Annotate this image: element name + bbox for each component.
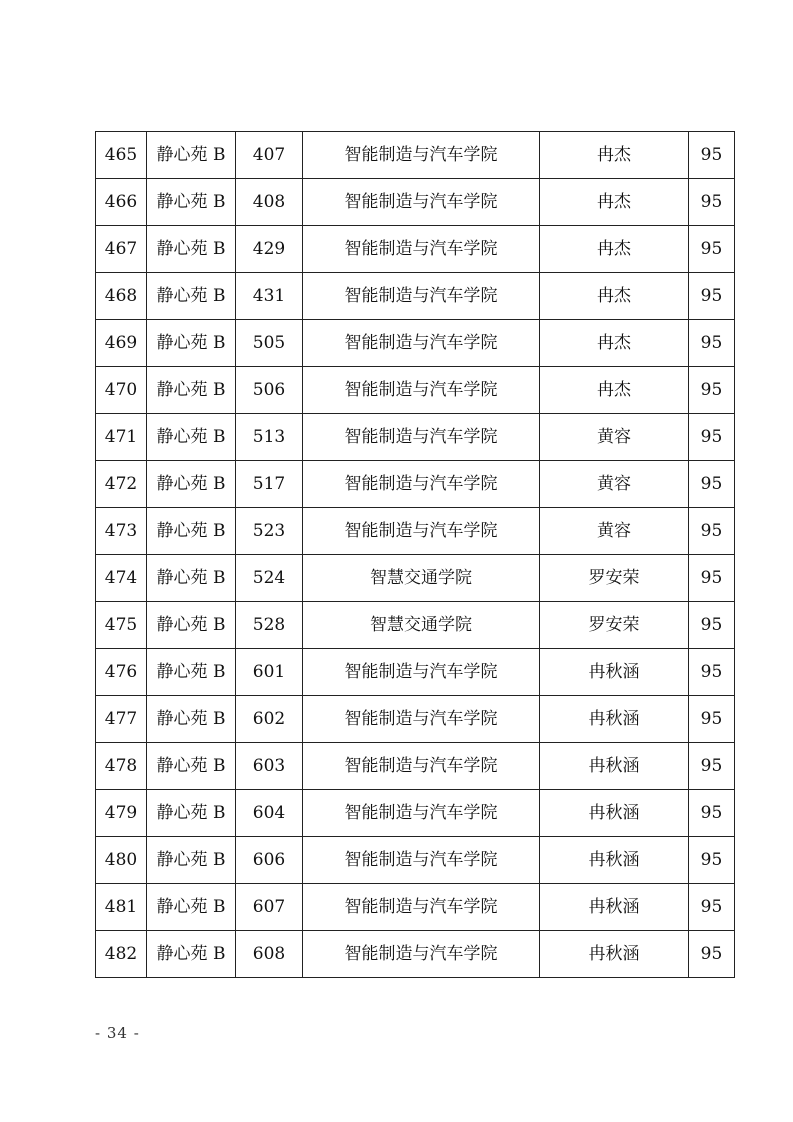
table-row bbox=[96, 273, 735, 320]
building-cell: 静心苑 B bbox=[147, 649, 236, 696]
room-number-cell: 606 bbox=[236, 837, 303, 884]
serial-number-cell: 475 bbox=[96, 602, 147, 649]
counselor-cell: 黄容 bbox=[540, 508, 689, 555]
score-cell: 95 bbox=[689, 931, 735, 978]
counselor-cell: 黄容 bbox=[540, 461, 689, 508]
score-cell: 95 bbox=[689, 273, 735, 320]
score-cell: 95 bbox=[689, 367, 735, 414]
score-cell: 95 bbox=[689, 837, 735, 884]
room-number-cell: 523 bbox=[236, 508, 303, 555]
counselor-cell: 冉杰 bbox=[540, 367, 689, 414]
counselor-cell: 冉杰 bbox=[540, 179, 689, 226]
serial-number-cell: 465 bbox=[96, 132, 147, 179]
score-cell: 95 bbox=[689, 508, 735, 555]
room-number-cell: 407 bbox=[236, 132, 303, 179]
college-cell: 智能制造与汽车学院 bbox=[303, 179, 540, 226]
building-cell: 静心苑 B bbox=[147, 273, 236, 320]
college-cell: 智能制造与汽车学院 bbox=[303, 367, 540, 414]
counselor-cell: 冉秋涵 bbox=[540, 837, 689, 884]
score-cell: 95 bbox=[689, 696, 735, 743]
building-cell: 静心苑 B bbox=[147, 790, 236, 837]
counselor-cell: 冉杰 bbox=[540, 320, 689, 367]
room-number-cell: 429 bbox=[236, 226, 303, 273]
table-row bbox=[96, 179, 735, 226]
college-cell: 智能制造与汽车学院 bbox=[303, 320, 540, 367]
table-row bbox=[96, 743, 735, 790]
college-cell: 智能制造与汽车学院 bbox=[303, 414, 540, 461]
room-number-cell: 607 bbox=[236, 884, 303, 931]
building-cell: 静心苑 B bbox=[147, 367, 236, 414]
counselor-cell: 冉秋涵 bbox=[540, 649, 689, 696]
counselor-cell: 冉杰 bbox=[540, 273, 689, 320]
serial-number-cell: 467 bbox=[96, 226, 147, 273]
score-cell: 95 bbox=[689, 602, 735, 649]
serial-number-cell: 471 bbox=[96, 414, 147, 461]
college-cell: 智能制造与汽车学院 bbox=[303, 649, 540, 696]
college-cell: 智能制造与汽车学院 bbox=[303, 884, 540, 931]
room-number-cell: 603 bbox=[236, 743, 303, 790]
table-row bbox=[96, 508, 735, 555]
building-cell: 静心苑 B bbox=[147, 508, 236, 555]
table-row bbox=[96, 602, 735, 649]
counselor-cell: 冉杰 bbox=[540, 226, 689, 273]
building-cell: 静心苑 B bbox=[147, 226, 236, 273]
table-row bbox=[96, 790, 735, 837]
room-number-cell: 408 bbox=[236, 179, 303, 226]
room-number-cell: 604 bbox=[236, 790, 303, 837]
college-cell: 智慧交通学院 bbox=[303, 555, 540, 602]
building-cell: 静心苑 B bbox=[147, 743, 236, 790]
serial-number-cell: 466 bbox=[96, 179, 147, 226]
serial-number-cell: 479 bbox=[96, 790, 147, 837]
building-cell: 静心苑 B bbox=[147, 555, 236, 602]
counselor-cell: 冉秋涵 bbox=[540, 696, 689, 743]
table-row bbox=[96, 367, 735, 414]
building-cell: 静心苑 B bbox=[147, 931, 236, 978]
room-number-cell: 431 bbox=[236, 273, 303, 320]
score-cell: 95 bbox=[689, 743, 735, 790]
serial-number-cell: 469 bbox=[96, 320, 147, 367]
room-number-cell: 513 bbox=[236, 414, 303, 461]
table-row bbox=[96, 226, 735, 273]
building-cell: 静心苑 B bbox=[147, 884, 236, 931]
table-row bbox=[96, 132, 735, 179]
college-cell: 智能制造与汽车学院 bbox=[303, 461, 540, 508]
score-cell: 95 bbox=[689, 414, 735, 461]
room-number-cell: 506 bbox=[236, 367, 303, 414]
college-cell: 智能制造与汽车学院 bbox=[303, 132, 540, 179]
page-number: - 34 - bbox=[95, 1024, 140, 1042]
building-cell: 静心苑 B bbox=[147, 132, 236, 179]
room-number-cell: 528 bbox=[236, 602, 303, 649]
counselor-cell: 冉秋涵 bbox=[540, 931, 689, 978]
table-row bbox=[96, 555, 735, 602]
building-cell: 静心苑 B bbox=[147, 602, 236, 649]
room-number-cell: 601 bbox=[236, 649, 303, 696]
serial-number-cell: 470 bbox=[96, 367, 147, 414]
serial-number-cell: 477 bbox=[96, 696, 147, 743]
counselor-cell: 罗安荣 bbox=[540, 555, 689, 602]
building-cell: 静心苑 B bbox=[147, 320, 236, 367]
building-cell: 静心苑 B bbox=[147, 179, 236, 226]
score-cell: 95 bbox=[689, 555, 735, 602]
college-cell: 智慧交通学院 bbox=[303, 602, 540, 649]
serial-number-cell: 481 bbox=[96, 884, 147, 931]
counselor-cell: 黄容 bbox=[540, 414, 689, 461]
room-number-cell: 517 bbox=[236, 461, 303, 508]
serial-number-cell: 468 bbox=[96, 273, 147, 320]
serial-number-cell: 480 bbox=[96, 837, 147, 884]
counselor-cell: 冉杰 bbox=[540, 132, 689, 179]
college-cell: 智能制造与汽车学院 bbox=[303, 696, 540, 743]
serial-number-cell: 473 bbox=[96, 508, 147, 555]
room-number-cell: 524 bbox=[236, 555, 303, 602]
counselor-cell: 罗安荣 bbox=[540, 602, 689, 649]
table-row bbox=[96, 320, 735, 367]
counselor-cell: 冉秋涵 bbox=[540, 884, 689, 931]
building-cell: 静心苑 B bbox=[147, 696, 236, 743]
dormitory-score-table bbox=[95, 131, 735, 978]
counselor-cell: 冉秋涵 bbox=[540, 790, 689, 837]
score-cell: 95 bbox=[689, 790, 735, 837]
college-cell: 智能制造与汽车学院 bbox=[303, 790, 540, 837]
college-cell: 智能制造与汽车学院 bbox=[303, 226, 540, 273]
score-cell: 95 bbox=[689, 226, 735, 273]
table-row bbox=[96, 884, 735, 931]
serial-number-cell: 474 bbox=[96, 555, 147, 602]
college-cell: 智能制造与汽车学院 bbox=[303, 273, 540, 320]
score-cell: 95 bbox=[689, 320, 735, 367]
college-cell: 智能制造与汽车学院 bbox=[303, 743, 540, 790]
serial-number-cell: 476 bbox=[96, 649, 147, 696]
room-number-cell: 505 bbox=[236, 320, 303, 367]
building-cell: 静心苑 B bbox=[147, 414, 236, 461]
building-cell: 静心苑 B bbox=[147, 837, 236, 884]
room-number-cell: 608 bbox=[236, 931, 303, 978]
score-cell: 95 bbox=[689, 884, 735, 931]
table-body bbox=[96, 132, 735, 978]
table-row bbox=[96, 649, 735, 696]
counselor-cell: 冉秋涵 bbox=[540, 743, 689, 790]
table-row bbox=[96, 696, 735, 743]
table-row bbox=[96, 931, 735, 978]
room-number-cell: 602 bbox=[236, 696, 303, 743]
score-cell: 95 bbox=[689, 179, 735, 226]
serial-number-cell: 482 bbox=[96, 931, 147, 978]
building-cell: 静心苑 B bbox=[147, 461, 236, 508]
table-row bbox=[96, 837, 735, 884]
college-cell: 智能制造与汽车学院 bbox=[303, 931, 540, 978]
score-cell: 95 bbox=[689, 649, 735, 696]
table-row bbox=[96, 461, 735, 508]
score-cell: 95 bbox=[689, 132, 735, 179]
table-row bbox=[96, 414, 735, 461]
serial-number-cell: 472 bbox=[96, 461, 147, 508]
serial-number-cell: 478 bbox=[96, 743, 147, 790]
college-cell: 智能制造与汽车学院 bbox=[303, 508, 540, 555]
score-cell: 95 bbox=[689, 461, 735, 508]
college-cell: 智能制造与汽车学院 bbox=[303, 837, 540, 884]
